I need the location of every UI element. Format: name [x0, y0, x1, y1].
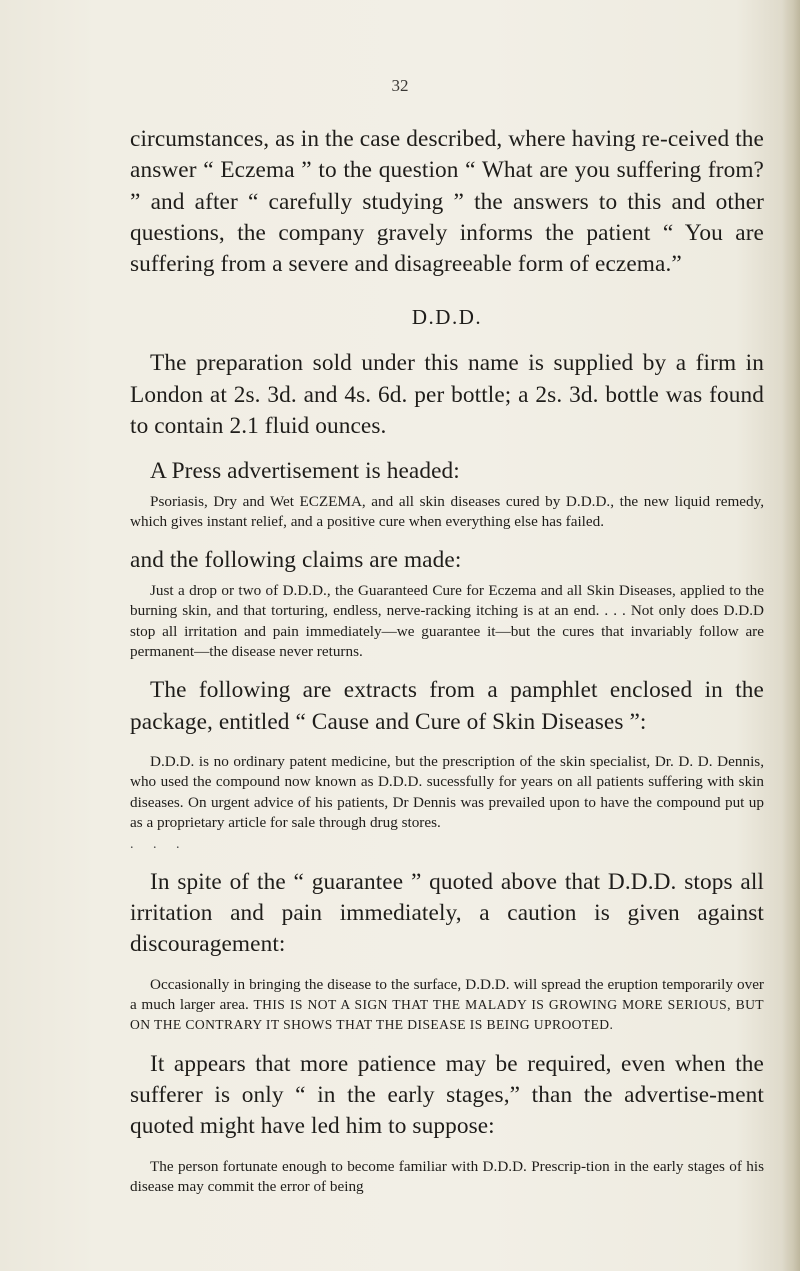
final-quote: The person fortunate enough to become familiar with D.D.D. Prescrip-tion in the early stages of his disease may commit the error of being	[130, 1157, 764, 1196]
caution-quote	[130, 975, 764, 1036]
page-number: 32	[391, 76, 409, 95]
claims-quote: Just a drop or two of D.D.D., the Guaranteed Cure for Eczema and all Skin Diseases, applied to the burning skin, and that torturing, endless, nerve-racking itching is at an end. . . . Not only does D.D.D stop all irritation and pain immediately—we guarantee it—but the cures that invariably follow are permanent—the disease never returns.	[130, 581, 764, 660]
intro-paragraph: circumstances, as in the case described, where having re-ceived the answer “ Eczema ” to the question “ What are you suffering from? ” and after “ carefully studying ” the answers to this and other questions, the company gravely informs the patient “ You are suffering from a severe and disagreeable form of eczema.”	[130, 126, 764, 278]
preparation-paragraph: The preparation sold under this name is supplied by a firm in London at 2s. 3d. and 4s. 6d. per bottle; a 2s. 3d. bottle was found to contain 2.1 fluid ounces.	[130, 350, 764, 440]
section-heading: D.D.D.	[411, 305, 483, 330]
press-ad-quote: Psoriasis, Dry and Wet ECZEMA, and all skin diseases cured by D.D.D., the new liquid remedy, which gives instant relief, and a positive cure when everything else has failed.	[130, 492, 764, 531]
press-ad-intro: A Press advertisement is headed:	[150, 458, 460, 485]
patience-paragraph: It appears that more patience may be required, even when the sufferer is only “ in the early stages,” than the advertise-ment quoted might have led him to suppose:	[130, 1050, 764, 1140]
page-edge-shadow	[782, 0, 800, 1271]
claims-intro: and the following claims are made:	[130, 547, 462, 574]
caution-quote-caps: THIS IS NOT A SIGN THAT THE MALADY IS GROWING MORE SERIOUS, BUT ON THE CONTRARY IT SHOWS THAT THE DISEASE IS BEING UPROOTED.	[130, 996, 764, 1033]
caution-quote-text: Occasionally in bringing the disease to the surface, D.D.D. will spread the eruption temporarily over a much larger area.	[130, 975, 764, 1013]
caution-intro: In spite of the “ guarantee ” quoted above that D.D.D. stops all irritation and pain immediately, a caution is given against discouragement:	[130, 868, 764, 958]
pamphlet-intro: The following are extracts from a pamphlet enclosed in the package, entitled “ Cause and Cure of Skin Diseases ”:	[130, 677, 764, 735]
ellipsis: . . .	[130, 836, 188, 852]
pamphlet-quote: D.D.D. is no ordinary patent medicine, but the prescription of the skin specialist, Dr. D. D. Dennis, who used the compound now known as D.D.D. sucessfully for years on all patients suffering with skin diseases. On urgent advice of his patients, Dr Dennis was prevailed upon to have the compound put up as a proprietary article for sale through drug stores.	[130, 753, 764, 832]
page-body	[130, 124, 764, 1197]
